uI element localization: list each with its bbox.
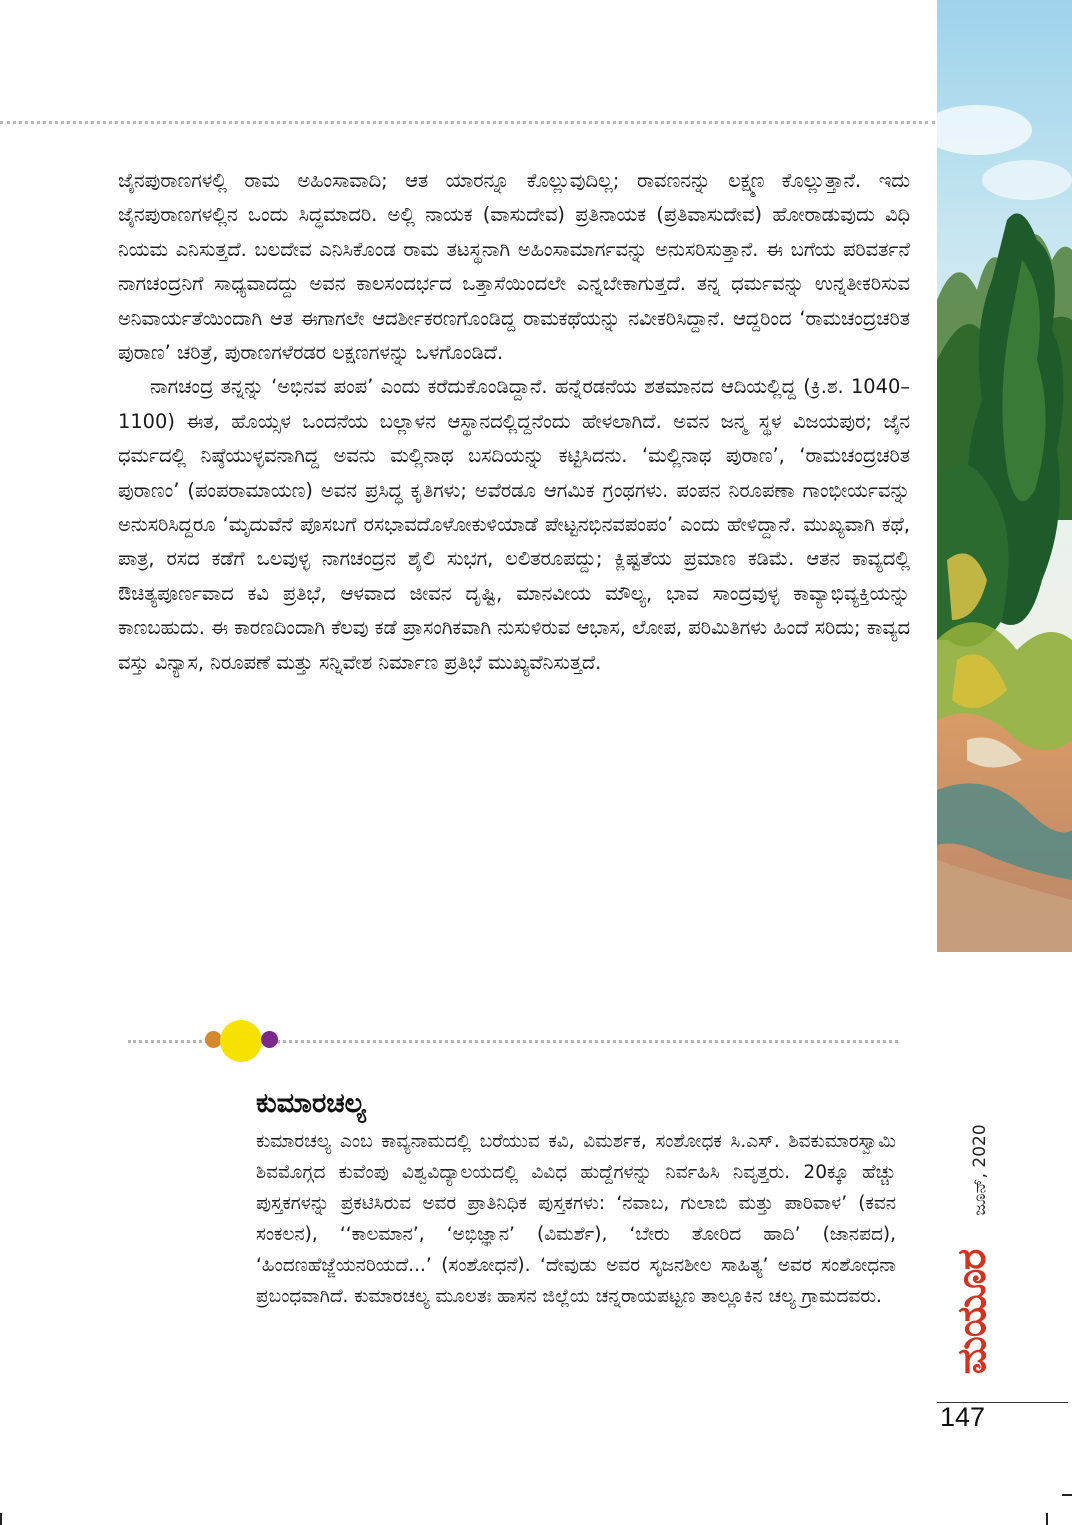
article-paragraph-1: ಜೈನಪುರಾಣಗಳಲ್ಲಿ ರಾಮ ಅಹಿಂಸಾವಾದಿ; ಆತ ಯಾರನ್ನೂ ಕೊಲ್ಲುವುದಿಲ್ಲ; ರಾವಣನನ್ನು ಲಕ್ಷ್ಮಣ ಕೊಲ್ಲುತ್ತಾನೆ. ಇದು ಜೈನಪುರಾಣಗಳಲ್ಲಿನ ಒಂದು ಸಿದ್ಧಮಾದರಿ. ಅಲ್ಲಿ ನಾಯಕ (ವಾಸುದೇವ) ಪ್ರತಿನಾಯಕ (ಪ್ರತಿವಾಸುದೇವ) ಹೋರಾಡುವುದು ವಿಧಿ ನಿಯಮ ಎನಿಸುತ್ತದೆ. ಬಲದೇವ ಎನಿಸಿಕೊಂಡ ರಾಮ ತಟಸ್ಥನಾಗಿ ಅಹಿಂಸಾಮಾರ್ಗವನ್ನು ಅನುಸರಿಸುತ್ತಾನೆ. ಈ ಬಗೆಯ ಪರಿವರ್ತನೆ ನಾಗಚಂದ್ರನಿಗೆ ಸಾಧ್ಯವಾದದ್ದು ಅವನ ಕಾಲಸಂದರ್ಭದ ಒತ್ತಾಸೆಯಿಂದಲೇ ಎನ್ನಬೇಕಾಗುತ್ತದೆ. ತನ್ನ ಧರ್ಮವನ್ನು ಉನ್ನತೀಕರಿಸುವ ಅನಿವಾರ್ಯತೆಯಿಂದಾಗಿ ಆತ ಈಗಾಗಲೇ ಆದರ್ಶೀಕರಣಗೊಂಡಿದ್ದ ರಾಮಕಥೆಯನ್ನು ನವೀಕರಿಸಿದ್ದಾನೆ. ಆದ್ದರಿಂದ ‘ರಾಮಚಂದ್ರಚರಿತ ಪುರಾಣ’ ಚರಿತ್ರೆ, ಪುರಾಣಗಳೆರಡರ ಲಕ್ಷಣಗಳನ್ನು ಒಳಗೊಂಡಿದೆ. bbox=[118, 169, 910, 365]
article-body bbox=[118, 164, 910, 680]
issue-date-label: ಜೂನ್, 2020 bbox=[970, 1124, 990, 1216]
page-number: 147 bbox=[940, 1402, 986, 1432]
top-dotted-rule bbox=[0, 121, 935, 124]
article-paragraph-2: ನಾಗಚಂದ್ರ ತನ್ನನ್ನು ‘ಅಭಿನವ ಪಂಪ’ ಎಂದು ಕರೆದುಕೊಂಡಿದ್ದಾನೆ. ಹನ್ನೆರಡನೆಯ ಶತಮಾನದ ಆದಿಯಲ್ಲಿದ್ದ (ಕ್ರಿ.ಶ. 1040–1100) ಈತ, ಹೊಯ್ಸಳ ಒಂದನೆಯ ಬಲ್ಲಾಳನ ಆಸ್ಥಾನದಲ್ಲಿದ್ದನೆಂದು ಹೇಳಲಾಗಿದೆ. ಅವನ ಜನ್ಮ ಸ್ಥಳ ವಿಜಯಪುರ; ಜೈನ ಧರ್ಮದಲ್ಲಿ ನಿಷ್ಠೆಯುಳ್ಳವನಾಗಿದ್ದ ಅವನು ಮಲ್ಲಿನಾಥ ಬಸದಿಯನ್ನು ಕಟ್ಟಿಸಿದನು. ‘ಮಲ್ಲಿನಾಥ ಪುರಾಣ’, ‘ರಾಮಚಂದ್ರಚರಿತ ಪುರಾಣಂ’ (ಪಂಪರಾಮಾಯಣ) ಅವನ ಪ್ರಸಿದ್ಧ ಕೃತಿಗಳು; ಅವೆರಡೂ ಆಗಮಿಕ ಗ್ರಂಥಗಳು. ಪಂಪನ ನಿರೂಪಣಾ ಗಾಂಭೀರ್ಯವನ್ನು ಅನುಸರಿಸಿದ್ದರೂ ‘ಮೃದುವೆನೆ ಪೊಸಬಗೆ ರಸಭಾವದೊಳೋಕುಳಿಯಾಡೆ ಪೇಟ್ಟನಭಿನವಪಂಪಂ’ ಎಂದು ಹೇಳಿದ್ದಾನೆ. ಮುಖ್ಯವಾಗಿ ಕಥೆ, ಪಾತ್ರ, ರಸದ ಕಡೆಗೆ ಒಲವುಳ್ಳ ನಾಗಚಂದ್ರನ ಶೈಲಿ ಸುಭಗ, ಲಲಿತರೂಪದ್ದು; ಕ್ಲಿಷ್ಟತೆಯ ಪ್ರಮಾಣ ಕಡಿಮೆ. ಆತನ ಕಾವ್ಯದಲ್ಲಿ ಔಚಿತ್ಯಪೂರ್ಣವಾದ ಕವಿ ಪ್ರತಿಭೆ, ಆಳವಾದ ಜೀವನ ದೃಷ್ಟಿ, ಮಾನವೀಯ ಮೌಲ್ಯ, ಭಾವ ಸಾಂದ್ರವುಳ್ಳ ಕಾವ್ಯಾಭಿವ್ಯಕ್ತಿಯನ್ನು ಕಾಣಬಹುದು. ಈ ಕಾರಣದಿಂದಾಗಿ ಕೆಲವು ಕಡೆ ಪ್ರಾಸಂಗಿಕವಾಗಿ ನುಸುಳಿರುವ ಆಭಾಸ, ಲೋಪ, ಪರಿಮಿತಿಗಳು ಹಿಂದೆ ಸರಿದು; ಕಾವ್ಯದ ವಸ್ತು ವಿನ್ಯಾಸ, ನಿರೂಪಣೆ ಮತ್ತು ಸನ್ನಿವೇಶ ನಿರ್ಮಾಣ ಪ್ರತಿಭೆ ಮುಖ್ಯವೆನಿಸುತ್ತದೆ. bbox=[118, 375, 910, 674]
author-bio-title: ಕುಮಾರಚಲ್ಯ bbox=[256, 1088, 366, 1119]
crop-mark-bottom-right bbox=[1046, 1513, 1048, 1525]
watercolor-illustration bbox=[937, 0, 1072, 952]
author-bio-text: ಕುಮಾರಚಲ್ಯ ಎಂಬ ಕಾವ್ಯನಾಮದಲ್ಲಿ ಬರೆಯುವ ಕವಿ, ವಿಮರ್ಶಕ, ಸಂಶೋಧಕ ಸಿ.ಎಸ್. ಶಿವಕುಮಾರಸ್ವಾಮಿ ಶಿವಮೊಗ್ಗದ ಕುವೆಂಪು ವಿಶ್ವವಿದ್ಯಾಲಯದಲ್ಲಿ ವಿವಿಧ ಹುದ್ದೆಗಳನ್ನು ನಿರ್ವಹಿಸಿ ನಿವೃತ್ತರು. 20ಕ್ಕೂ ಹೆಚ್ಚು ಪುಸ್ತಕಗಳನ್ನು ಪ್ರಕಟಿಸಿರುವ ಅವರ ಪ್ರಾತಿನಿಧಿಕ ಪುಸ್ತಕಗಳು: ‘ನವಾಬ, ಗುಲಾಬಿ ಮತ್ತು ಪಾರಿವಾಳ’ (ಕವನ ಸಂಕಲನ), ‘‘ಕಾಲಮಾನ’, ‘ಅಭಿಜ್ಞಾನ’ (ವಿಮರ್ಶೆ), ‘ಬೇರು ತೋರಿದ ಹಾದಿ’ (ಜಾನಪದ), ‘ಹಿಂದಣಹೆಜ್ಜೆಯನರಿಯದೆ...’ (ಸಂಶೋಧನೆ). ‘ದೇವುಡು ಅವರ ಸೃಜನಶೀಲ ಸಾಹಿತ್ಯ’ ಅವರ ಸಂಶೋಧನಾ ಪ್ರಬಂಧವಾಗಿದೆ. ಕುಮಾರಚಲ್ಯ ಮೂಲತಃ ಹಾಸನ ಜಿಲ್ಲೆಯ ಚನ್ನರಾಯಪಟ್ಟಣ ತಾಲ್ಲೂಕಿನ ಚಲ್ಯ ಗ್ರಾಮದವರು. bbox=[256, 1131, 896, 1307]
magazine-masthead bbox=[942, 1232, 1002, 1392]
magazine-name: ಮಯೂರ bbox=[949, 1249, 995, 1375]
crop-mark-bottom-left bbox=[0, 1513, 2, 1525]
crop-mark-right bbox=[1062, 1494, 1072, 1496]
purple-dot-icon bbox=[261, 1031, 278, 1048]
issue-date bbox=[960, 1110, 1000, 1230]
yellow-dot-icon bbox=[220, 1020, 262, 1062]
